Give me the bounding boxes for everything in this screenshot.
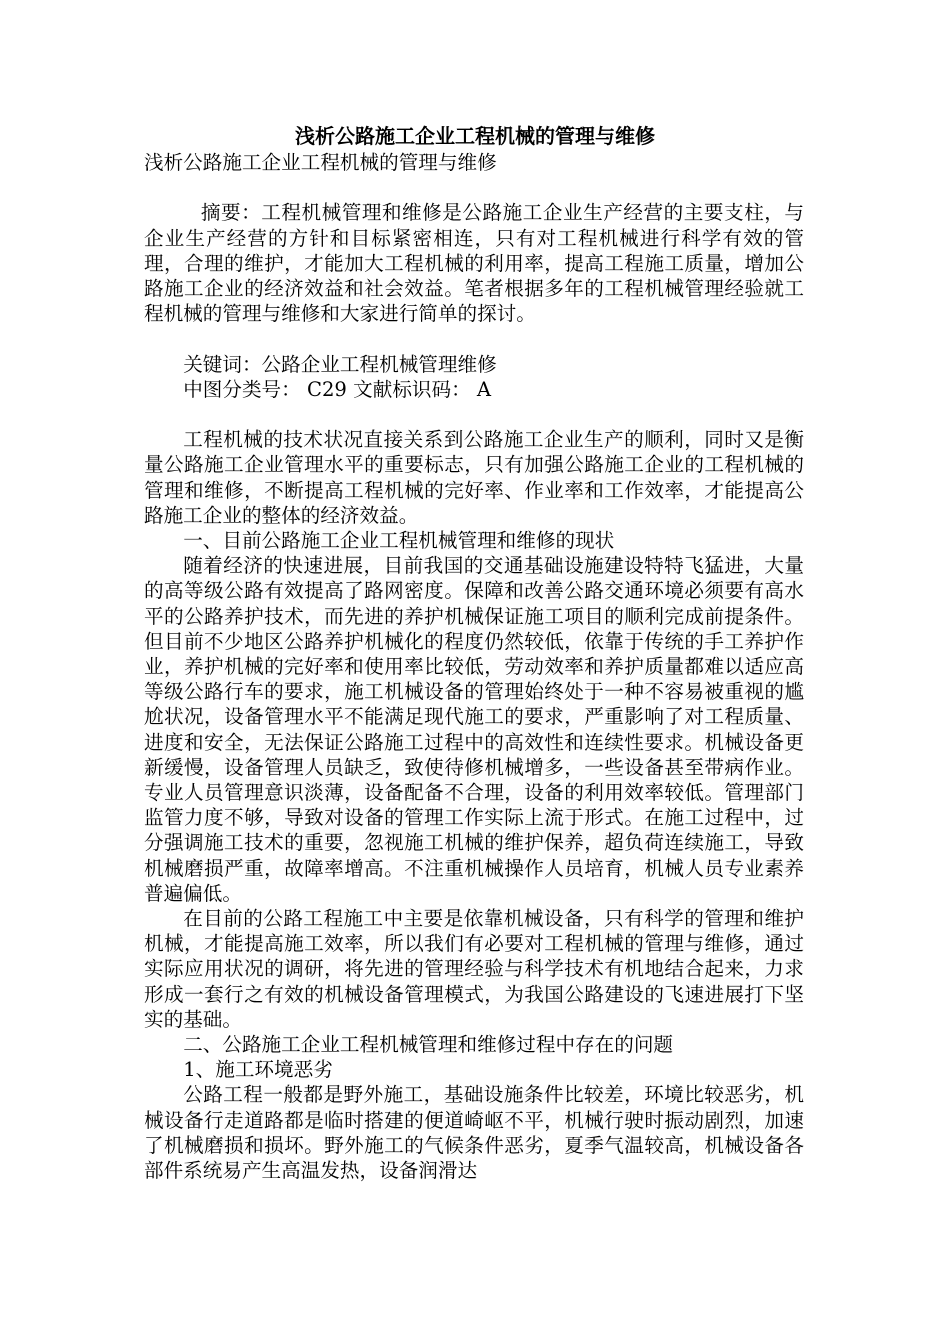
classification-line: 中图分类号： C29 文献标识码： A <box>183 377 492 401</box>
section-1-paragraph-1: 随着经济的快速进展，目前我国的交通基础设施建设特特飞猛进，大量的高等级公路有效提高了路网密度。保障和改善公路交通环境必须要有高水平的公路养护技术，而先进的养护机械保证施工项目的顺利完成前提条件。但目前不少地区公路养护机械化的程度仍然较低，依靠于传统的手工养护作业，养护机械的完好率和使用率比较低，劳动效率和养护质量都难以适应高等级公路行车的要求，施工机械设备的管理始终处于一种不容易被重视的尴尬状况，设备管理水平不能满足现代施工的要求，严重影响了对工程质量、进度和安全，无法保证公路施工过程中的高效性和连续性要求。机械设备更新缓慢，设备管理人员缺乏，致使待修机械增多，一些设备甚至带病作业。专业人员管理意识淡薄，设备配备不合理，设备的利用效率较低。管理部门监管力度不够，导致对设备的管理工作实际上流于形式。在施工过程中，过分强调施工技术的重要，忽视施工机械的维护保养，超负荷连续施工，导致机械磨损严重，故障率增高。不注重机械操作人员培育，机械人员专业素养普遍偏低。 <box>144 554 804 905</box>
abstract-paragraph: 摘要：工程机械管理和维修是公路施工企业生产经营的主要支柱，与企业生产经营的方针和目标紧密相连，只有对工程机械进行科学有效的管理，合理的维护，才能加大工程机械的利用率，提高工程施工质量，增加公路施工企业的经济效益和社会效益。笔者根据多年的工程机械管理经验就工程机械的管理与维修和大家进行简单的探讨。 <box>144 201 804 326</box>
section-2-paragraph-1: 公路工程一般都是野外施工，基础设施条件比较差，环境比较恶劣，机械设备行走道路都是临时搭建的便道崎岖不平，机械行驶时振动剧烈，加速了机械磨损和损坏。野外施工的气候条件恶劣，夏季气温较高，机械设备各部件系统易产生高温发热，设备润滑达 <box>144 1083 804 1183</box>
section-2-heading: 二、公路施工企业工程机械管理和维修过程中存在的问题 <box>183 1033 674 1057</box>
blank-line <box>144 402 804 427</box>
section-1-heading: 一、目前公路施工企业工程机械管理和维修的现状 <box>183 529 615 552</box>
document-body <box>144 150 804 1183</box>
document-subtitle: 浅析公路施工企业工程机械的管理与维修 <box>144 151 497 174</box>
section-1-paragraph-2: 在目前的公路工程施工中主要是依靠机械设备，只有科学的管理和维护机械，才能提高施工效率，所以我们有必要对工程机械的管理与维修，通过实际应用状况的调研，将先进的管理经验与科学技术有机地结合起来，力求形成一套行之有效的机械设备管理模式，为我国公路建设的飞速进展打下坚实的基础。 <box>144 907 804 1031</box>
blank-line <box>144 175 804 200</box>
keywords-line: 关键词：公路企业工程机械管理维修 <box>183 352 497 376</box>
document-title: 浅析公路施工企业工程机械的管理与维修 <box>295 124 655 148</box>
section-2-subheading-1: 1、施工环境恶劣 <box>183 1058 333 1082</box>
intro-paragraph: 工程机械的技术状况直接关系到公路施工企业生产的顺利，同时又是衡量公路施工企业管理水平的重要标志，只有加强公路施工企业的工程机械的管理和维修，不断提高工程机械的完好率、作业率和工作效率，才能提高公路施工企业的整体的经济效益。 <box>144 428 804 527</box>
blank-line <box>144 326 804 351</box>
